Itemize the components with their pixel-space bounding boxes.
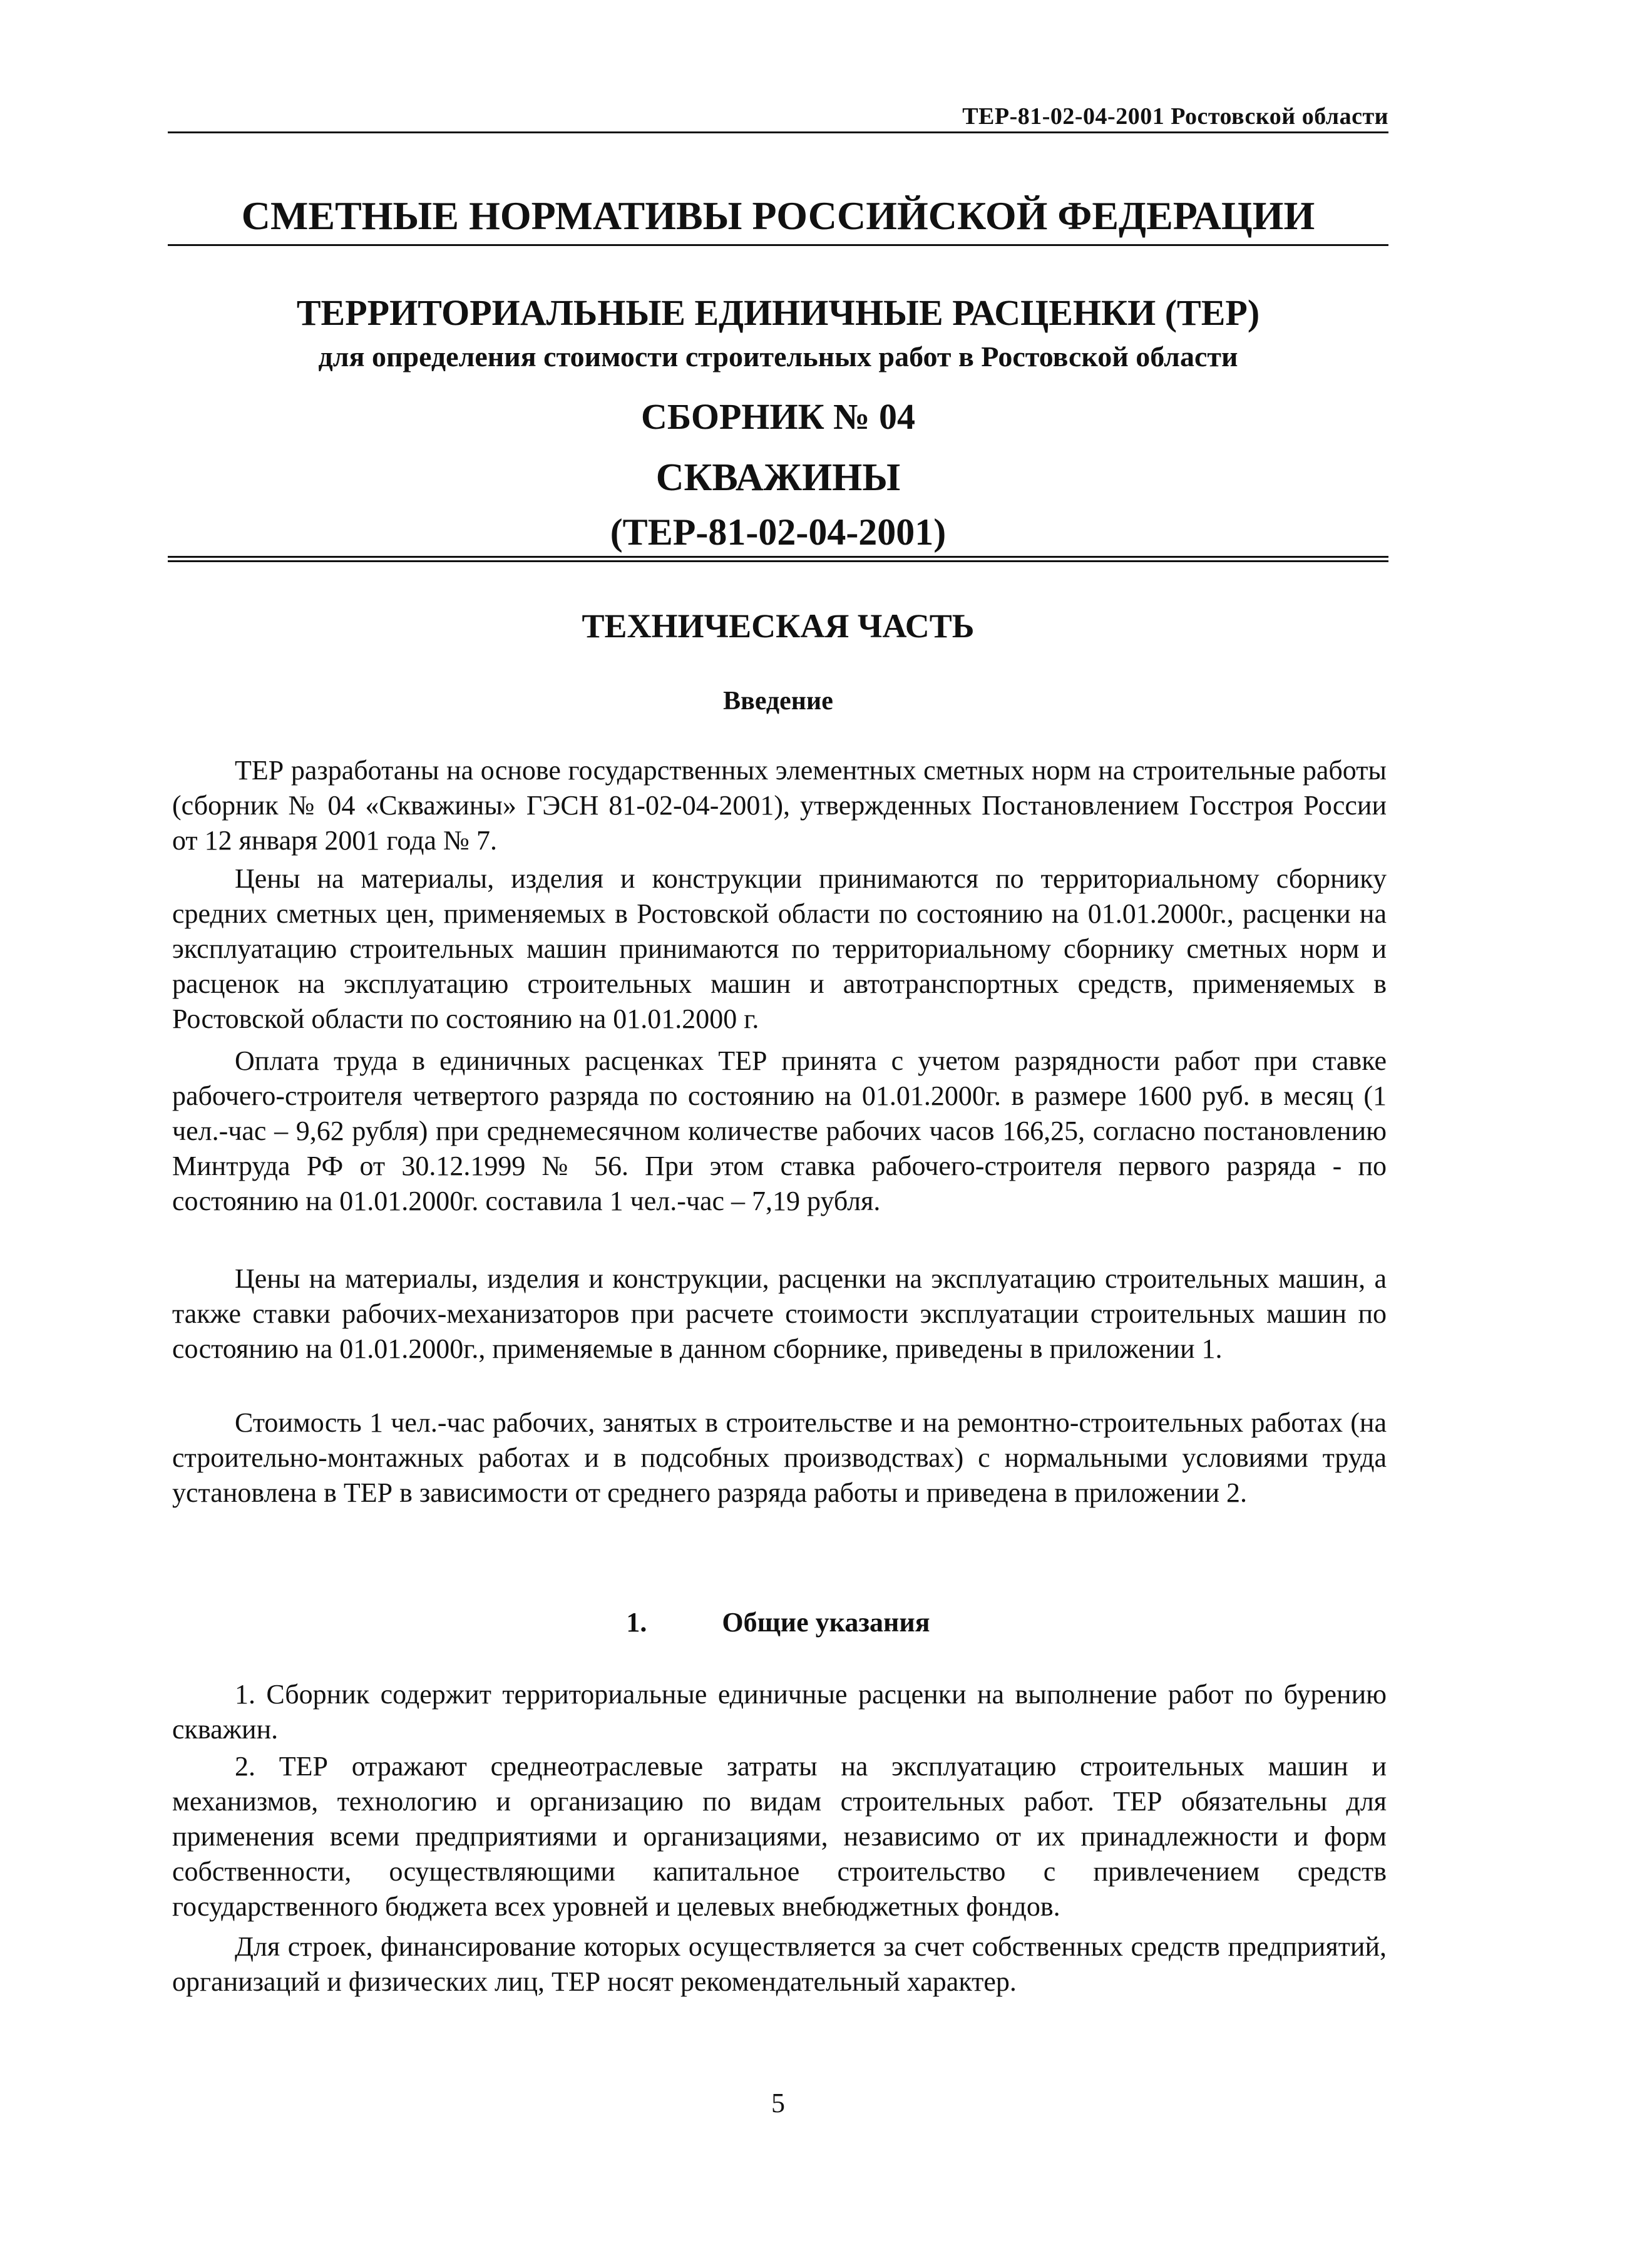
page-number: 5: [771, 2088, 785, 2118]
subtitle-purpose: для определения стоимости строительных работ в Ростовской области: [318, 341, 1238, 372]
general-paragraph-2: 2. ТЕР отражают среднеотраслевые затраты на эксплуатацию строительных машин и механизмов, технологию и организацию по видам строительных работ. ТЕР обязательны для применения всеми предприятиями и организациями, независимо от их принадлежности и форм собственности, осуществляющими капитальное строительство с привлечением средств государственного бюджета всех уровней и целевых внебюджетных фондов.: [172, 1751, 1387, 1922]
general-section-number: 1.: [626, 1607, 647, 1638]
collection-number: СБОРНИК № 04: [641, 396, 915, 437]
running-header-text: ТЕР-81-02-04-2001 Ростовской области: [962, 103, 1388, 130]
collection-name: СКВАЖИНЫ: [655, 456, 901, 499]
collection-code: (ТЕР-81-02-04-2001): [610, 511, 947, 553]
intro-paragraph-3: Оплата труда в единичных расценках ТЕР принята с учетом разрядности работ при ставке рабочего-строителя четвертого разряда по состоянию на 01.01.2000г. в размере 1600 руб. в месяц (1 чел.-час – 9,62 рубля) при среднемесячном количестве рабочих часов 166,25, согласно постановлению Минтруда РФ от 30.12.1999 № 56. При этом ставка рабочего-строителя первого разряда - по состоянию на 01.01.2000г. составила 1 чел.-час – 7,19 рубля.: [172, 1045, 1387, 1216]
general-section-title: Общие указания: [722, 1607, 930, 1638]
intro-paragraph-4: Цены на материалы, изделия и конструкции, расценки на эксплуатацию строительных машин, а также ставки рабочих-механизаторов при расчете стоимости эксплуатации строительных машин по состоянию на 01.01.2000г., применяемые в данном сборнике, приведены в приложении 1.: [172, 1263, 1387, 1364]
intro-paragraph-2: Цены на материалы, изделия и конструкции принимаются по территориальному сборнику средних сметных цен, применяемых в Ростовской области по состоянию на 01.01.2000г., расценки на эксплуатацию строительных машин принимаются по территориальному сборнику сметных норм и расценок на эксплуатацию строительных машин и автотранспортных средств, применяемых в Ростовской области по состоянию на 01.01.2000 г.: [172, 863, 1387, 1034]
intro-paragraph-1: ТЕР разработаны на основе государственных элементных сметных норм на строительные работы (сборник № 04 «Скважины» ГЭСН 81-02-04-2001), утвержденных Постановлением Госстроя России от 12 января 2001 года № 7.: [172, 755, 1387, 856]
double-divider: [168, 556, 1388, 562]
running-header: [168, 93, 1388, 133]
general-paragraph-1: 1. Сборник содержит территориальные единичные расценки на выполнение работ по бурению скважин.: [172, 1679, 1387, 1745]
general-section-heading: [168, 1604, 1388, 1641]
intro-paragraph-5: Стоимость 1 чел.-час рабочих, занятых в строительстве и на ремонтно-строительных работах (на строительно-монтажных работах и в подсобных производствах) с нормальными условиями труда установлена в ТЕР в зависимости от среднего разряда работы и приведена в приложении 2.: [172, 1407, 1387, 1508]
intro-heading: Введение: [723, 687, 833, 716]
main-title: СМЕТНЫЕ НОРМАТИВЫ РОССИЙСКОЙ ФЕДЕРАЦИИ: [168, 188, 1388, 246]
section-heading: ТЕХНИЧЕСКАЯ ЧАСТЬ: [582, 607, 975, 645]
subtitle-ter: ТЕРРИТОРИАЛЬНЫЕ ЕДИНИЧНЫЕ РАСЦЕНКИ (ТЕР): [296, 292, 1260, 333]
general-paragraph-3: Для строек, финансирование которых осуществляется за счет собственных средств предприятий, организаций и физических лиц, ТЕР носят рекомендательный характер.: [172, 1931, 1387, 1997]
